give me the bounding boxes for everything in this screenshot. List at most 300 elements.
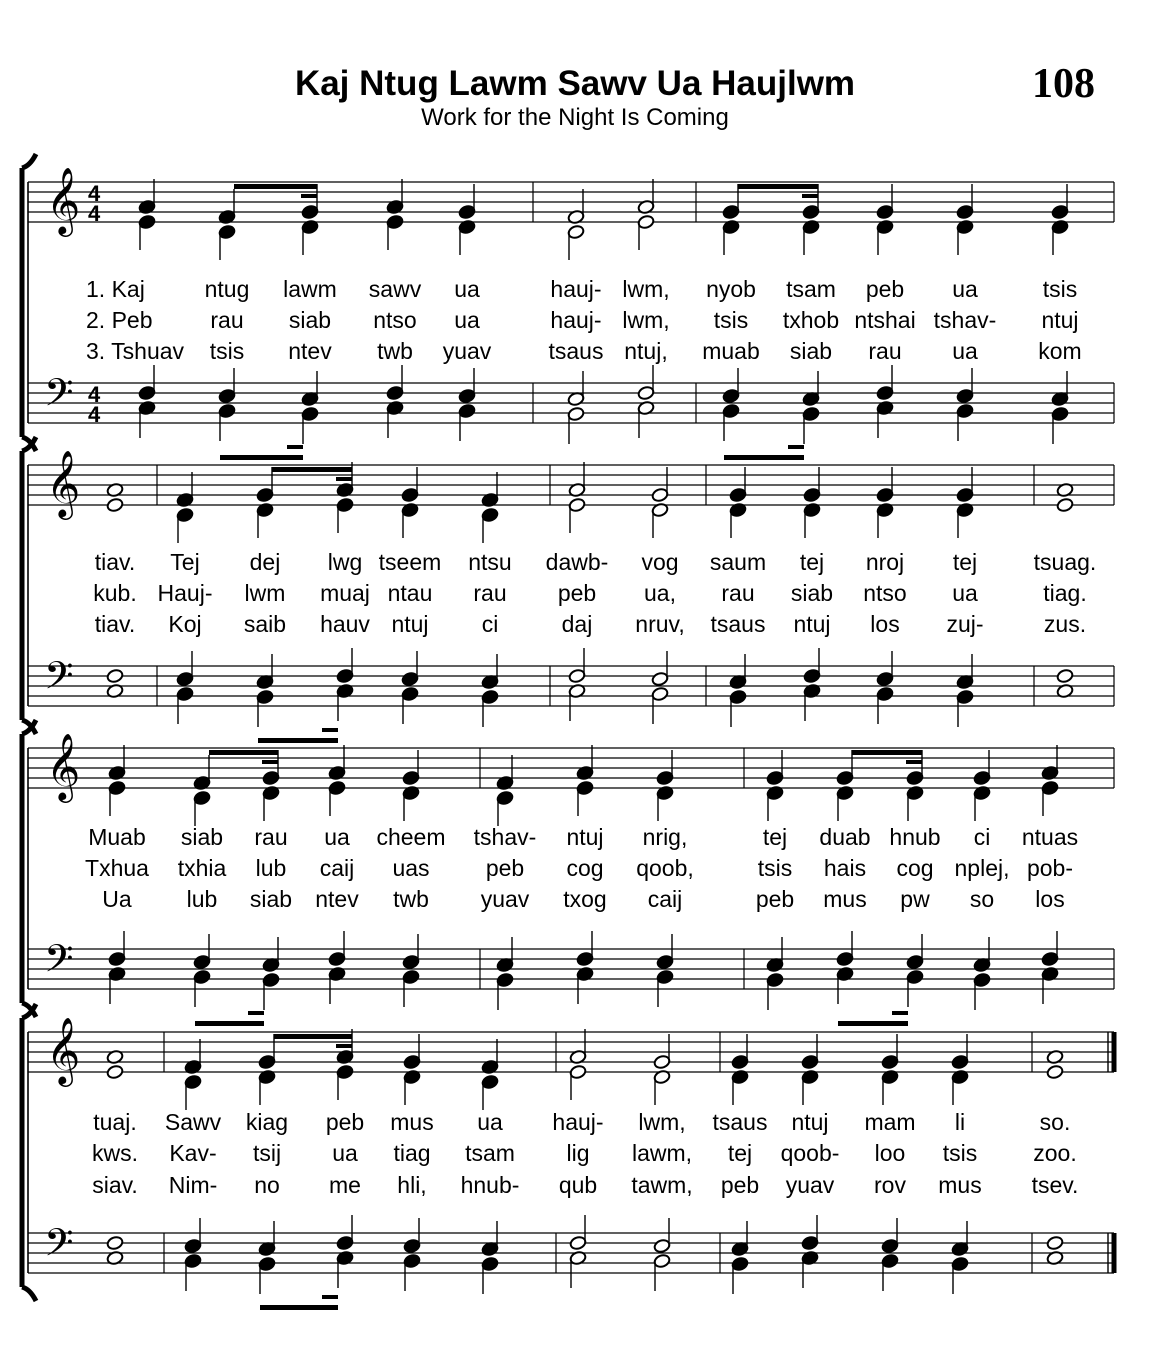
lyric-syllable: lwm, — [638, 1109, 686, 1135]
note-head — [637, 385, 655, 400]
beam — [274, 1034, 352, 1039]
beam-sixteenth — [906, 760, 922, 764]
note-head — [106, 668, 124, 683]
lyric-syllable: los — [1035, 886, 1065, 912]
lyric-syllable: siab — [789, 338, 833, 364]
note-head — [1051, 204, 1069, 219]
lyric-syllable: siav. — [92, 1172, 138, 1198]
note-head — [576, 780, 594, 795]
note-head — [766, 972, 784, 987]
note-head — [569, 1064, 587, 1079]
note-head — [193, 790, 211, 805]
note-head — [193, 954, 211, 969]
note-head — [651, 487, 669, 502]
beam — [220, 455, 303, 460]
beam-sixteenth — [892, 1011, 908, 1015]
note-head — [651, 686, 669, 701]
lyric-syllable: tsis — [713, 307, 749, 333]
note-head — [876, 686, 894, 701]
lyric-syllable: ci — [973, 824, 991, 850]
lyric-syllable: rau — [868, 338, 902, 364]
lyric-syllable: me — [329, 1172, 361, 1198]
lyric-syllable: peb — [557, 580, 597, 606]
lyric-syllable: mus — [938, 1172, 982, 1198]
lyric-syllable: peb — [485, 855, 525, 881]
lyric-syllable: hauj- — [552, 1109, 604, 1135]
lyric-syllable: tiav. — [94, 549, 136, 575]
note-head — [138, 214, 156, 229]
lyric-syllable: ua — [952, 580, 978, 606]
system-bracket — [22, 437, 36, 734]
note-head — [176, 507, 194, 522]
lyric-syllable: nrig, — [642, 824, 688, 850]
note-head — [496, 972, 514, 987]
note-head — [731, 1054, 749, 1069]
lyric-syllable: lwm, — [622, 276, 670, 302]
lyric-syllable: nroj — [865, 549, 905, 575]
system-2 — [22, 437, 1114, 743]
note-head — [176, 686, 194, 701]
lyric-syllable: pob- — [1026, 855, 1074, 881]
note-head — [801, 1235, 819, 1250]
beam-sixteenth — [301, 194, 317, 198]
note-head — [653, 1238, 671, 1253]
lyric-syllable: tshav- — [933, 307, 997, 333]
lyric-syllable: zuj- — [946, 611, 984, 637]
lyric-syllable: ua — [952, 276, 978, 302]
note-head — [402, 770, 420, 785]
note-head — [1041, 951, 1059, 966]
note-head — [106, 1235, 124, 1250]
note-head — [336, 668, 354, 683]
system-3 — [22, 720, 1114, 1026]
beam-sixteenth — [322, 1295, 338, 1299]
note-head — [568, 497, 586, 512]
lyric-syllable: tej — [799, 549, 825, 575]
time-signature-bottom: 4 — [88, 201, 101, 226]
note-head — [218, 224, 236, 239]
hymn-title: Kaj Ntug Lawm Sawv Ua Haujlwm — [294, 64, 856, 103]
note-head — [876, 204, 894, 219]
note-head — [481, 1074, 499, 1089]
note-head — [403, 1238, 421, 1253]
beam-sixteenth — [802, 194, 818, 198]
lyric-syllable: hnub- — [460, 1172, 520, 1198]
lyric-syllable: tshav- — [473, 824, 537, 850]
lyric-syllable: qoob- — [780, 1140, 840, 1166]
lyric-syllable: tuaj. — [93, 1109, 137, 1135]
hymn-subtitle: Work for the Night Is Coming — [421, 104, 729, 131]
lyric-syllable: tsam — [465, 1140, 515, 1166]
note-head — [1046, 1064, 1064, 1079]
beam-sixteenth — [287, 445, 303, 449]
time-signature-top: 4 — [88, 181, 101, 206]
note-head — [258, 1054, 276, 1069]
lyric-syllable: loo — [874, 1140, 906, 1166]
note-head — [328, 780, 346, 795]
beam-sixteenth — [262, 760, 278, 764]
lyric-syllable: ntuj — [793, 611, 831, 637]
note-head — [956, 689, 974, 704]
note-head — [256, 689, 274, 704]
lyric-syllable: tej — [762, 824, 788, 850]
note-head — [653, 1054, 671, 1069]
lyric-syllable: tsis — [209, 338, 245, 364]
lyric-syllable: yuav — [785, 1172, 835, 1198]
lyric-syllable: Nim- — [168, 1172, 218, 1198]
note-head — [973, 972, 991, 987]
note-head — [458, 204, 476, 219]
note-head — [403, 1054, 421, 1069]
system-bracket — [22, 154, 36, 451]
lyric-syllable: cog — [566, 855, 604, 881]
beam-sixteenth — [336, 477, 352, 481]
lyric-syllable: lwm — [244, 580, 286, 606]
lyric-syllable: tsaus — [710, 611, 766, 637]
lyric-syllable: ua — [324, 824, 350, 850]
lyric-syllable: tsij — [252, 1140, 282, 1166]
note-head — [801, 1054, 819, 1069]
treble-clef-icon: 𝄞 — [46, 166, 81, 234]
note-head — [1056, 497, 1074, 512]
lyric-syllable: siab — [288, 307, 332, 333]
lyric-syllable: vog — [641, 549, 679, 575]
lyric-syllable: rau — [254, 824, 288, 850]
note-head — [731, 1256, 749, 1271]
beam — [209, 750, 278, 755]
bass-clef-icon: 𝄢 — [44, 370, 74, 424]
lyric-syllable: ua — [952, 338, 978, 364]
lyric-syllable: zoo. — [1033, 1140, 1077, 1166]
lyric-syllable: so — [969, 886, 995, 912]
lyric-syllable: Muab — [88, 824, 146, 850]
bass-staff — [28, 648, 1114, 743]
lyric-syllable: tsev. — [1031, 1172, 1079, 1198]
lyric-syllable: hauv — [320, 611, 370, 637]
note-head — [803, 487, 821, 502]
lyric-syllable: ua — [477, 1109, 503, 1135]
note-head — [881, 1238, 899, 1253]
note-head — [881, 1253, 899, 1268]
lyric-syllable: ntev — [288, 338, 332, 364]
lyric-syllable: Ua — [102, 886, 132, 912]
note-head — [403, 1253, 421, 1268]
lyric-syllable: tsam — [786, 276, 836, 302]
bass-staff — [28, 365, 1114, 460]
lyric-syllable: daj — [561, 611, 593, 637]
lyric-syllable: ntuj — [791, 1109, 829, 1135]
note-head — [653, 1253, 671, 1268]
note-head — [496, 790, 514, 805]
lyric-syllable: sawv — [368, 276, 422, 302]
lyric-syllable: saum — [709, 549, 767, 575]
note-head — [481, 507, 499, 522]
lyric-syllable: tiag — [393, 1140, 431, 1166]
lyric-syllable: tsis — [1042, 276, 1078, 302]
beam — [258, 738, 338, 743]
note-head — [402, 969, 420, 984]
beam — [838, 1021, 908, 1026]
lyric-syllable: los — [870, 611, 900, 637]
lyric-syllable: rov — [874, 1172, 906, 1198]
lyric-syllable: tiag. — [1043, 580, 1087, 606]
lyric-syllable: Hauj- — [157, 580, 213, 606]
lyric-syllable: siab — [249, 886, 293, 912]
lyric-syllable: lawm — [283, 276, 337, 302]
treble-staff — [28, 449, 1114, 543]
beam — [272, 467, 352, 472]
system-bracket — [22, 720, 36, 1017]
note-head — [956, 487, 974, 502]
lyric-syllable: hnub — [889, 824, 941, 850]
lyric-syllable: qoob, — [636, 855, 694, 881]
lyric-syllable: ntuj, — [624, 338, 668, 364]
lyric-syllable: tsis — [757, 855, 793, 881]
lyric-syllable: lwm, — [622, 307, 670, 333]
lyric-syllable: ntau — [387, 580, 433, 606]
note-head — [328, 951, 346, 966]
note-head — [567, 406, 585, 421]
bass-staff — [28, 931, 1114, 1026]
note-head — [729, 487, 747, 502]
lyric-syllable: 2. Peb — [86, 307, 153, 333]
lyric-syllable: ci — [481, 611, 499, 637]
note-head — [956, 403, 974, 418]
time-signature-bottom: 4 — [88, 402, 101, 427]
note-head — [876, 385, 894, 400]
lyric-syllable: ntuj — [566, 824, 604, 850]
hymn-number: 108 — [1032, 61, 1095, 107]
note-head — [258, 1256, 276, 1271]
lyric-syllable: so. — [1039, 1109, 1071, 1135]
note-head — [956, 204, 974, 219]
lyric-syllable: yuav — [442, 338, 492, 364]
lyric-syllable: dawb- — [545, 549, 609, 575]
lyric-syllable: Sawv — [164, 1109, 222, 1135]
system-bracket — [22, 1004, 36, 1301]
lyric-syllable: ntug — [204, 276, 250, 302]
lyric-syllable: tej — [727, 1140, 753, 1166]
note-head — [876, 671, 894, 686]
lyric-syllable: caij — [319, 855, 355, 881]
bass-staff — [28, 1215, 1114, 1310]
lyric-syllable: txhia — [177, 855, 227, 881]
note-head — [956, 388, 974, 403]
lyric-syllable: lub — [255, 855, 287, 881]
lyric-syllable: hli, — [397, 1172, 427, 1198]
lyric-syllable: peb — [720, 1172, 760, 1198]
lyric-syllable: ntso — [863, 580, 907, 606]
system-1 — [22, 154, 1114, 460]
lyric-syllable: kiag — [245, 1109, 289, 1135]
lyric-syllable: Koj — [168, 611, 202, 637]
note-head — [722, 403, 740, 418]
note-head — [722, 204, 740, 219]
note-head — [481, 1256, 499, 1271]
note-head — [218, 388, 236, 403]
treble-clef-icon: 𝄞 — [46, 449, 81, 517]
lyric-syllable: 1. Kaj — [86, 276, 145, 302]
lyric-syllable: peb — [865, 276, 905, 302]
note-head — [836, 951, 854, 966]
lyric-syllable: ntuj — [391, 611, 429, 637]
lyric-syllable: ua — [332, 1140, 358, 1166]
lyric-syllable: hais — [823, 855, 867, 881]
lyric-syllable: duab — [819, 824, 871, 850]
note-head — [184, 1074, 202, 1089]
lyric-syllable: Kav- — [169, 1140, 217, 1166]
lyric-syllable: mus — [823, 886, 867, 912]
lyric-syllable: tsuag. — [1033, 549, 1097, 575]
lyric-syllable: ntuj — [1041, 307, 1079, 333]
lyric-syllable: tsis — [942, 1140, 978, 1166]
note-head — [481, 689, 499, 704]
beam — [234, 184, 317, 189]
lyric-syllable: ntso — [373, 307, 417, 333]
lyric-syllable: ua — [454, 276, 480, 302]
note-head — [567, 224, 585, 239]
note-head — [1041, 780, 1059, 795]
time-signature-top: 4 — [88, 382, 101, 407]
note-head — [906, 954, 924, 969]
note-head — [656, 954, 674, 969]
note-head — [336, 1064, 354, 1079]
lyric-syllable: siab — [790, 580, 834, 606]
lyric-syllable: twb — [393, 886, 429, 912]
lyric-syllable: tej — [952, 549, 978, 575]
lyric-syllable: yuav — [480, 886, 530, 912]
note-head — [401, 671, 419, 686]
note-head — [656, 969, 674, 984]
beam — [724, 455, 804, 460]
note-head — [569, 1235, 587, 1250]
beam-sixteenth — [336, 1044, 352, 1048]
note-head — [951, 1256, 969, 1271]
lyric-syllable: rau — [210, 307, 244, 333]
lyric-syllable: ntuas — [1021, 824, 1079, 850]
note-head — [401, 487, 419, 502]
lyric-syllable: zus. — [1043, 611, 1087, 637]
lyric-syllable: lawm, — [631, 1140, 693, 1166]
note-head — [637, 214, 655, 229]
lyric-syllable: saib — [243, 611, 287, 637]
lyric-syllable: lub — [186, 886, 218, 912]
bass-clef-icon: 𝄢 — [44, 653, 74, 707]
note-head — [729, 689, 747, 704]
lyric-syllable: mam — [864, 1109, 916, 1135]
note-head — [458, 403, 476, 418]
lyric-syllable: Txhua — [85, 855, 149, 881]
lyric-syllable: tsaus — [712, 1109, 768, 1135]
note-head — [836, 770, 854, 785]
lyric-syllable: twb — [377, 338, 413, 364]
note-head — [906, 969, 924, 984]
lyric-syllable: peb — [325, 1109, 365, 1135]
lyric-syllable: ntsu — [468, 549, 512, 575]
bass-clef-icon: 𝄢 — [44, 936, 74, 990]
lyric-syllable: muaj — [320, 580, 370, 606]
treble-staff — [28, 166, 1114, 260]
note-head — [1046, 1235, 1064, 1250]
lyric-syllable: tiav. — [94, 611, 136, 637]
lyric-syllable: muab — [702, 338, 760, 364]
lyric-syllable: caij — [647, 886, 683, 912]
note-head — [218, 403, 236, 418]
note-head — [108, 951, 126, 966]
note-head — [262, 770, 280, 785]
note-head — [951, 1054, 969, 1069]
note-head — [802, 406, 820, 421]
note-head — [651, 671, 669, 686]
lyric-syllable: dej — [249, 549, 281, 575]
lyric-syllable: uas — [392, 855, 430, 881]
note-head — [386, 214, 404, 229]
note-head — [336, 1235, 354, 1250]
note-head — [193, 969, 211, 984]
lyric-syllable: nruv, — [635, 611, 685, 637]
note-head — [184, 1253, 202, 1268]
note-head — [973, 770, 991, 785]
lyric-syllable: kub. — [93, 580, 137, 606]
lyric-syllable: hauj- — [550, 276, 602, 302]
lyric-syllable: lwg — [327, 549, 363, 575]
note-head — [722, 388, 740, 403]
lyric-syllable: tseem — [378, 549, 442, 575]
note-head — [803, 668, 821, 683]
note-head — [386, 385, 404, 400]
bass-clef-icon: 𝄢 — [44, 1220, 74, 1274]
note-head — [401, 686, 419, 701]
lyric-syllable: rau — [473, 580, 507, 606]
lyric-syllable: 3. Tshuav — [86, 338, 185, 364]
system-4 — [22, 1004, 1114, 1310]
beam — [260, 1305, 338, 1310]
note-head — [184, 1238, 202, 1253]
note-head — [876, 487, 894, 502]
note-head — [301, 204, 319, 219]
lyric-syllable: qub — [558, 1172, 598, 1198]
lyric-syllable: ntshai — [854, 307, 916, 333]
note-head — [256, 487, 274, 502]
note-head — [138, 385, 156, 400]
note-head — [1051, 406, 1069, 421]
lyric-syllable: pw — [900, 886, 930, 912]
note-head — [262, 972, 280, 987]
note-head — [106, 1064, 124, 1079]
lyric-syllable: ntev — [315, 886, 359, 912]
note-head — [802, 204, 820, 219]
note-head — [458, 388, 476, 403]
lyric-syllable: txhob — [782, 307, 840, 333]
treble-staff — [28, 732, 1114, 826]
lyric-syllable: nplej, — [954, 855, 1010, 881]
lyric-syllable: kom — [1038, 338, 1082, 364]
beam-sixteenth — [322, 728, 338, 732]
note-head — [568, 668, 586, 683]
note-head — [576, 951, 594, 966]
note-head — [1056, 668, 1074, 683]
lyric-syllable: ua — [454, 307, 480, 333]
note-head — [301, 406, 319, 421]
lyric-syllable: tawm, — [631, 1172, 693, 1198]
lyric-syllable: lig — [566, 1140, 590, 1166]
lyric-syllable: nyob — [706, 276, 756, 302]
note-head — [176, 671, 194, 686]
note-head — [881, 1054, 899, 1069]
lyric-syllable: cheem — [376, 824, 446, 850]
lyric-syllable: hauj- — [550, 307, 602, 333]
lyric-syllable: txog — [563, 886, 607, 912]
